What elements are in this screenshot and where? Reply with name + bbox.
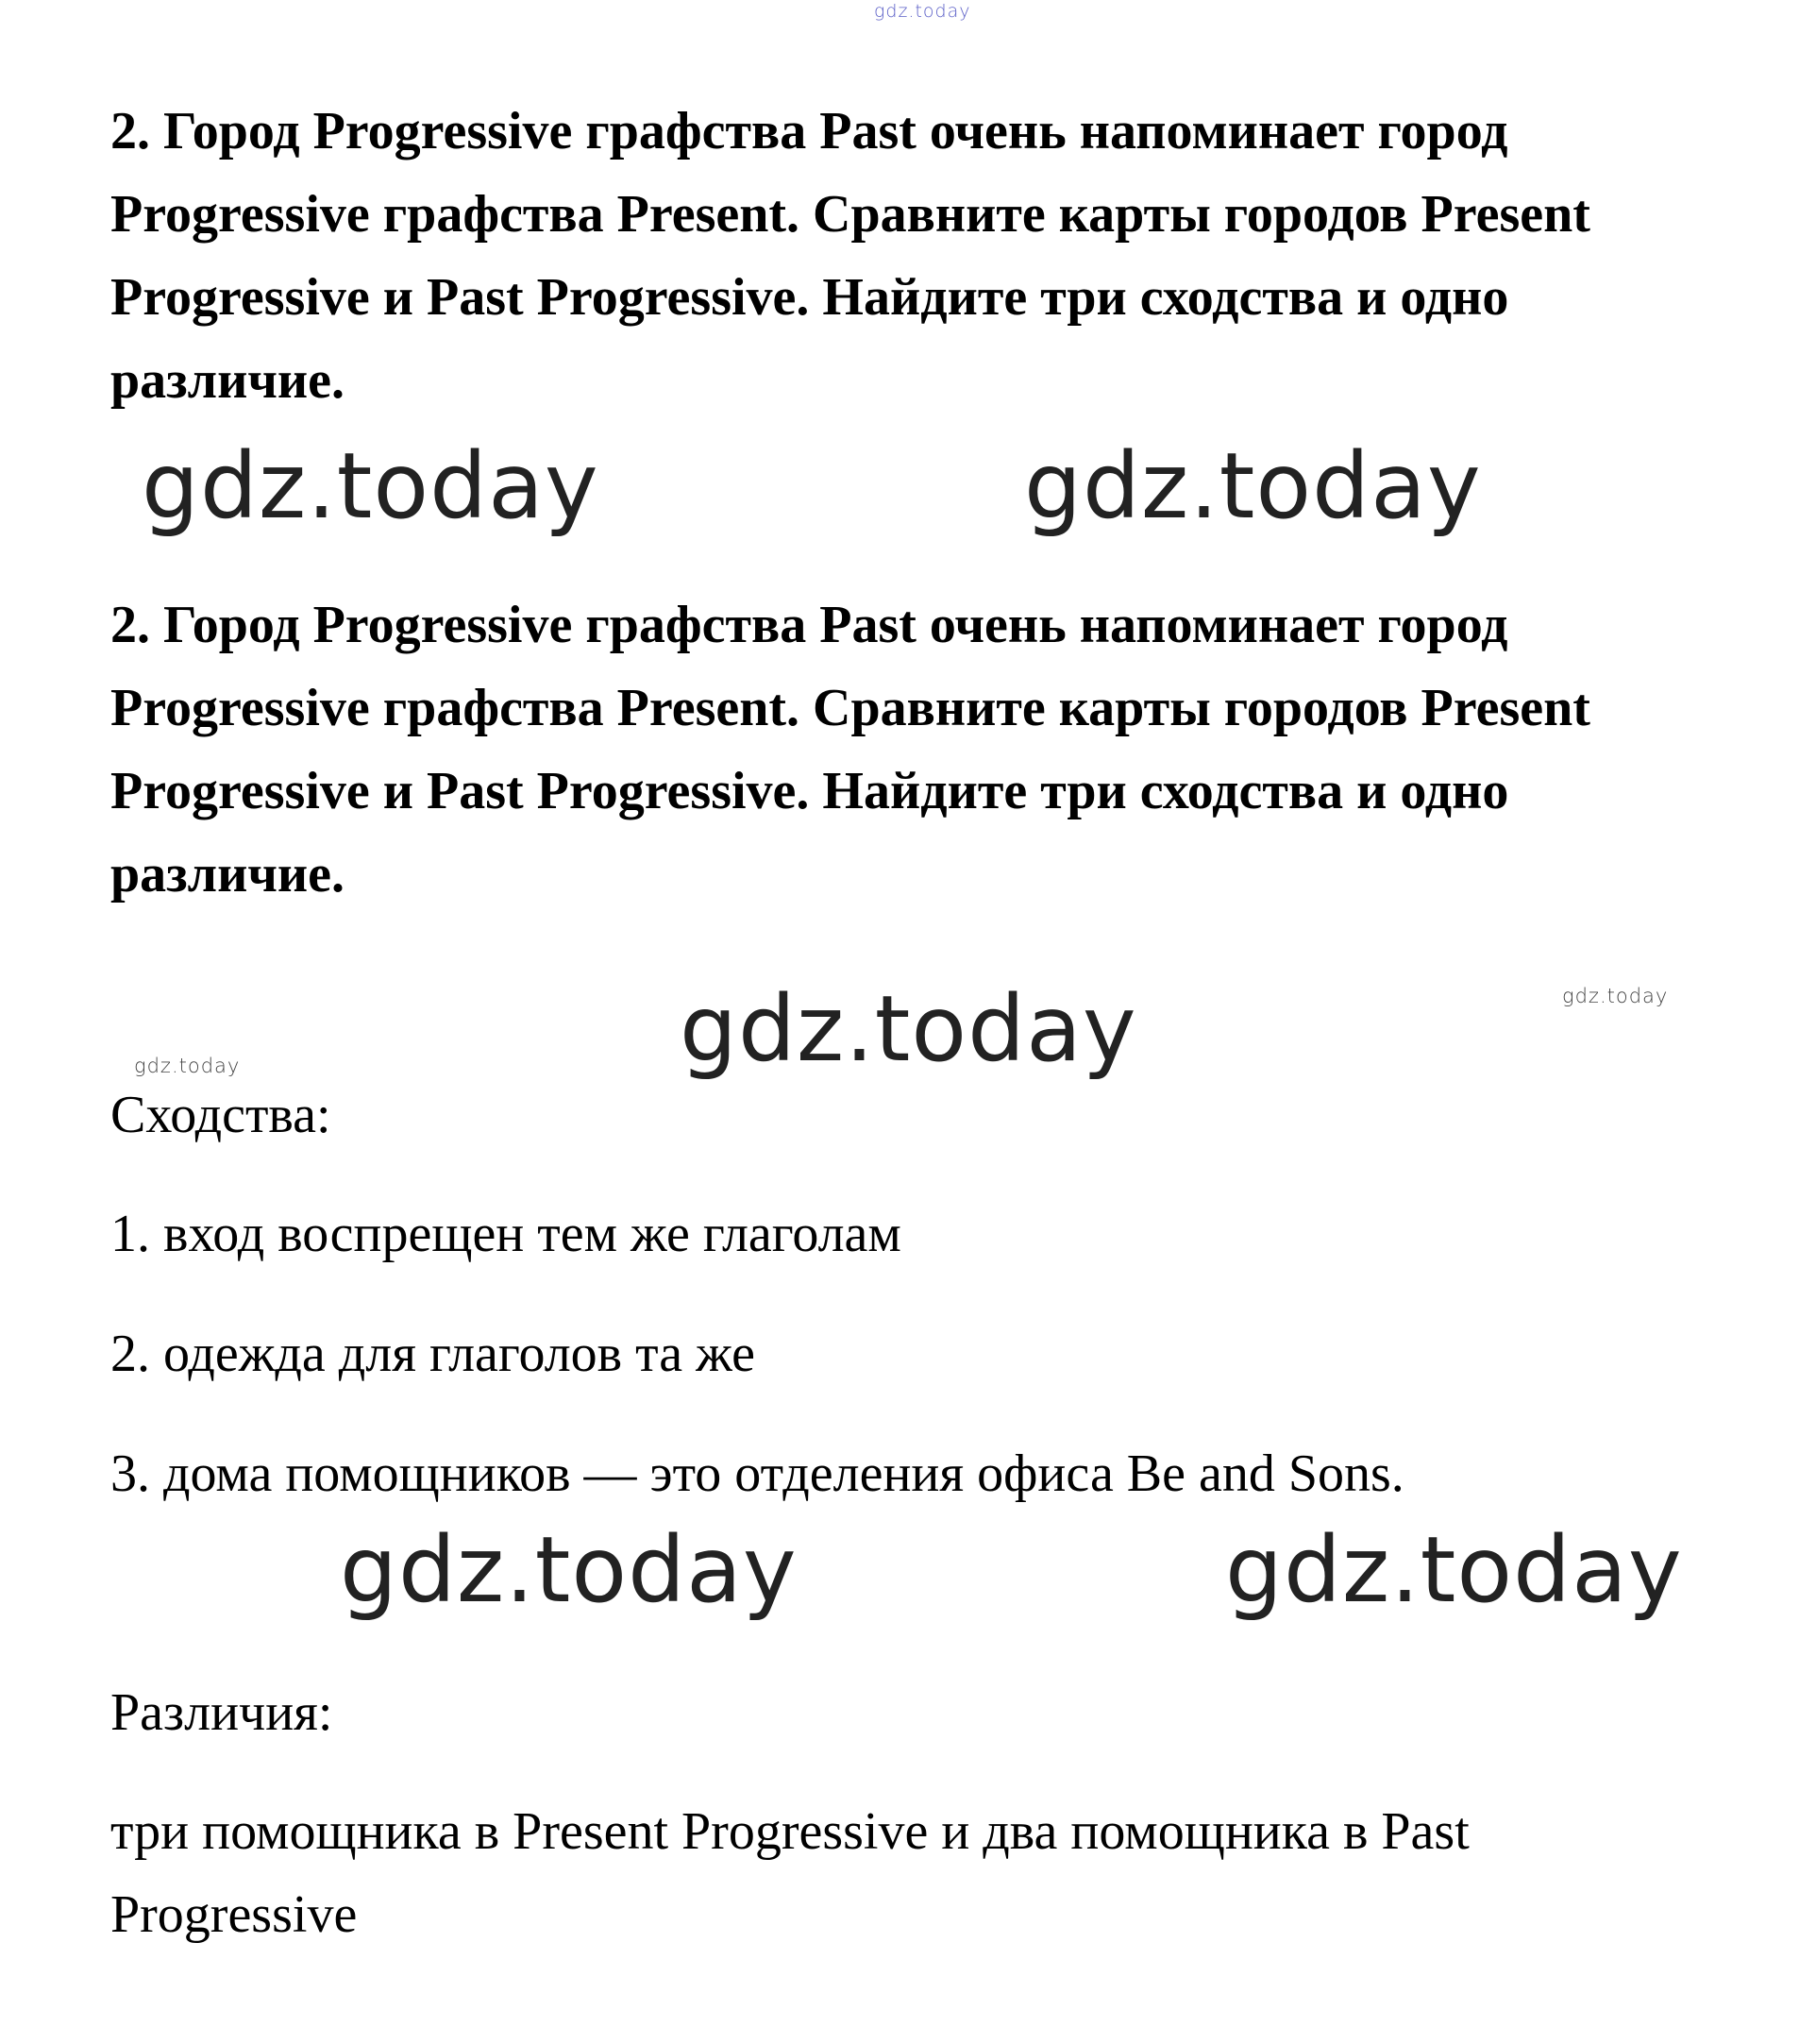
differences-text: три помощника в Present Progressive и два помощника в Past Progressive <box>110 1802 1470 1944</box>
watermark-small: gdz.today <box>1562 985 1669 1007</box>
watermark-large: gdz.today <box>1225 1517 1683 1623</box>
task-statement-repeat: 2. Город Progressive графства Past очень напоминает город Progressive графства Present. Сравните карты городов Present Progressive и Past Progressive. Найдите три сходства и одно различие. <box>110 596 1590 904</box>
watermark-large: gdz.today <box>142 433 599 539</box>
watermark-large: gdz.today <box>680 976 1137 1082</box>
similarity-item: 2. одежда для глаголов та же <box>110 1325 755 1383</box>
watermark-large: gdz.today <box>340 1517 798 1623</box>
watermark-top: gdz.today <box>874 1 971 22</box>
similarity-item: 3. дома помощников — это отделения офиса Be and Sons. <box>110 1444 1404 1503</box>
similarities-heading: Сходства: <box>110 1086 331 1144</box>
task-statement: 2. Город Progressive графства Past очень напоминает город Progressive графства Present. Сравните карты городов Present Progressive и Past Progressive. Найдите три сходства и одно различие. <box>110 102 1590 410</box>
similarity-item: 1. вход воспрещен тем же глаголам <box>110 1205 901 1263</box>
watermark-small: gdz.today <box>134 1055 241 1077</box>
watermark-large: gdz.today <box>1024 433 1482 539</box>
differences-heading: Различия: <box>110 1683 333 1742</box>
